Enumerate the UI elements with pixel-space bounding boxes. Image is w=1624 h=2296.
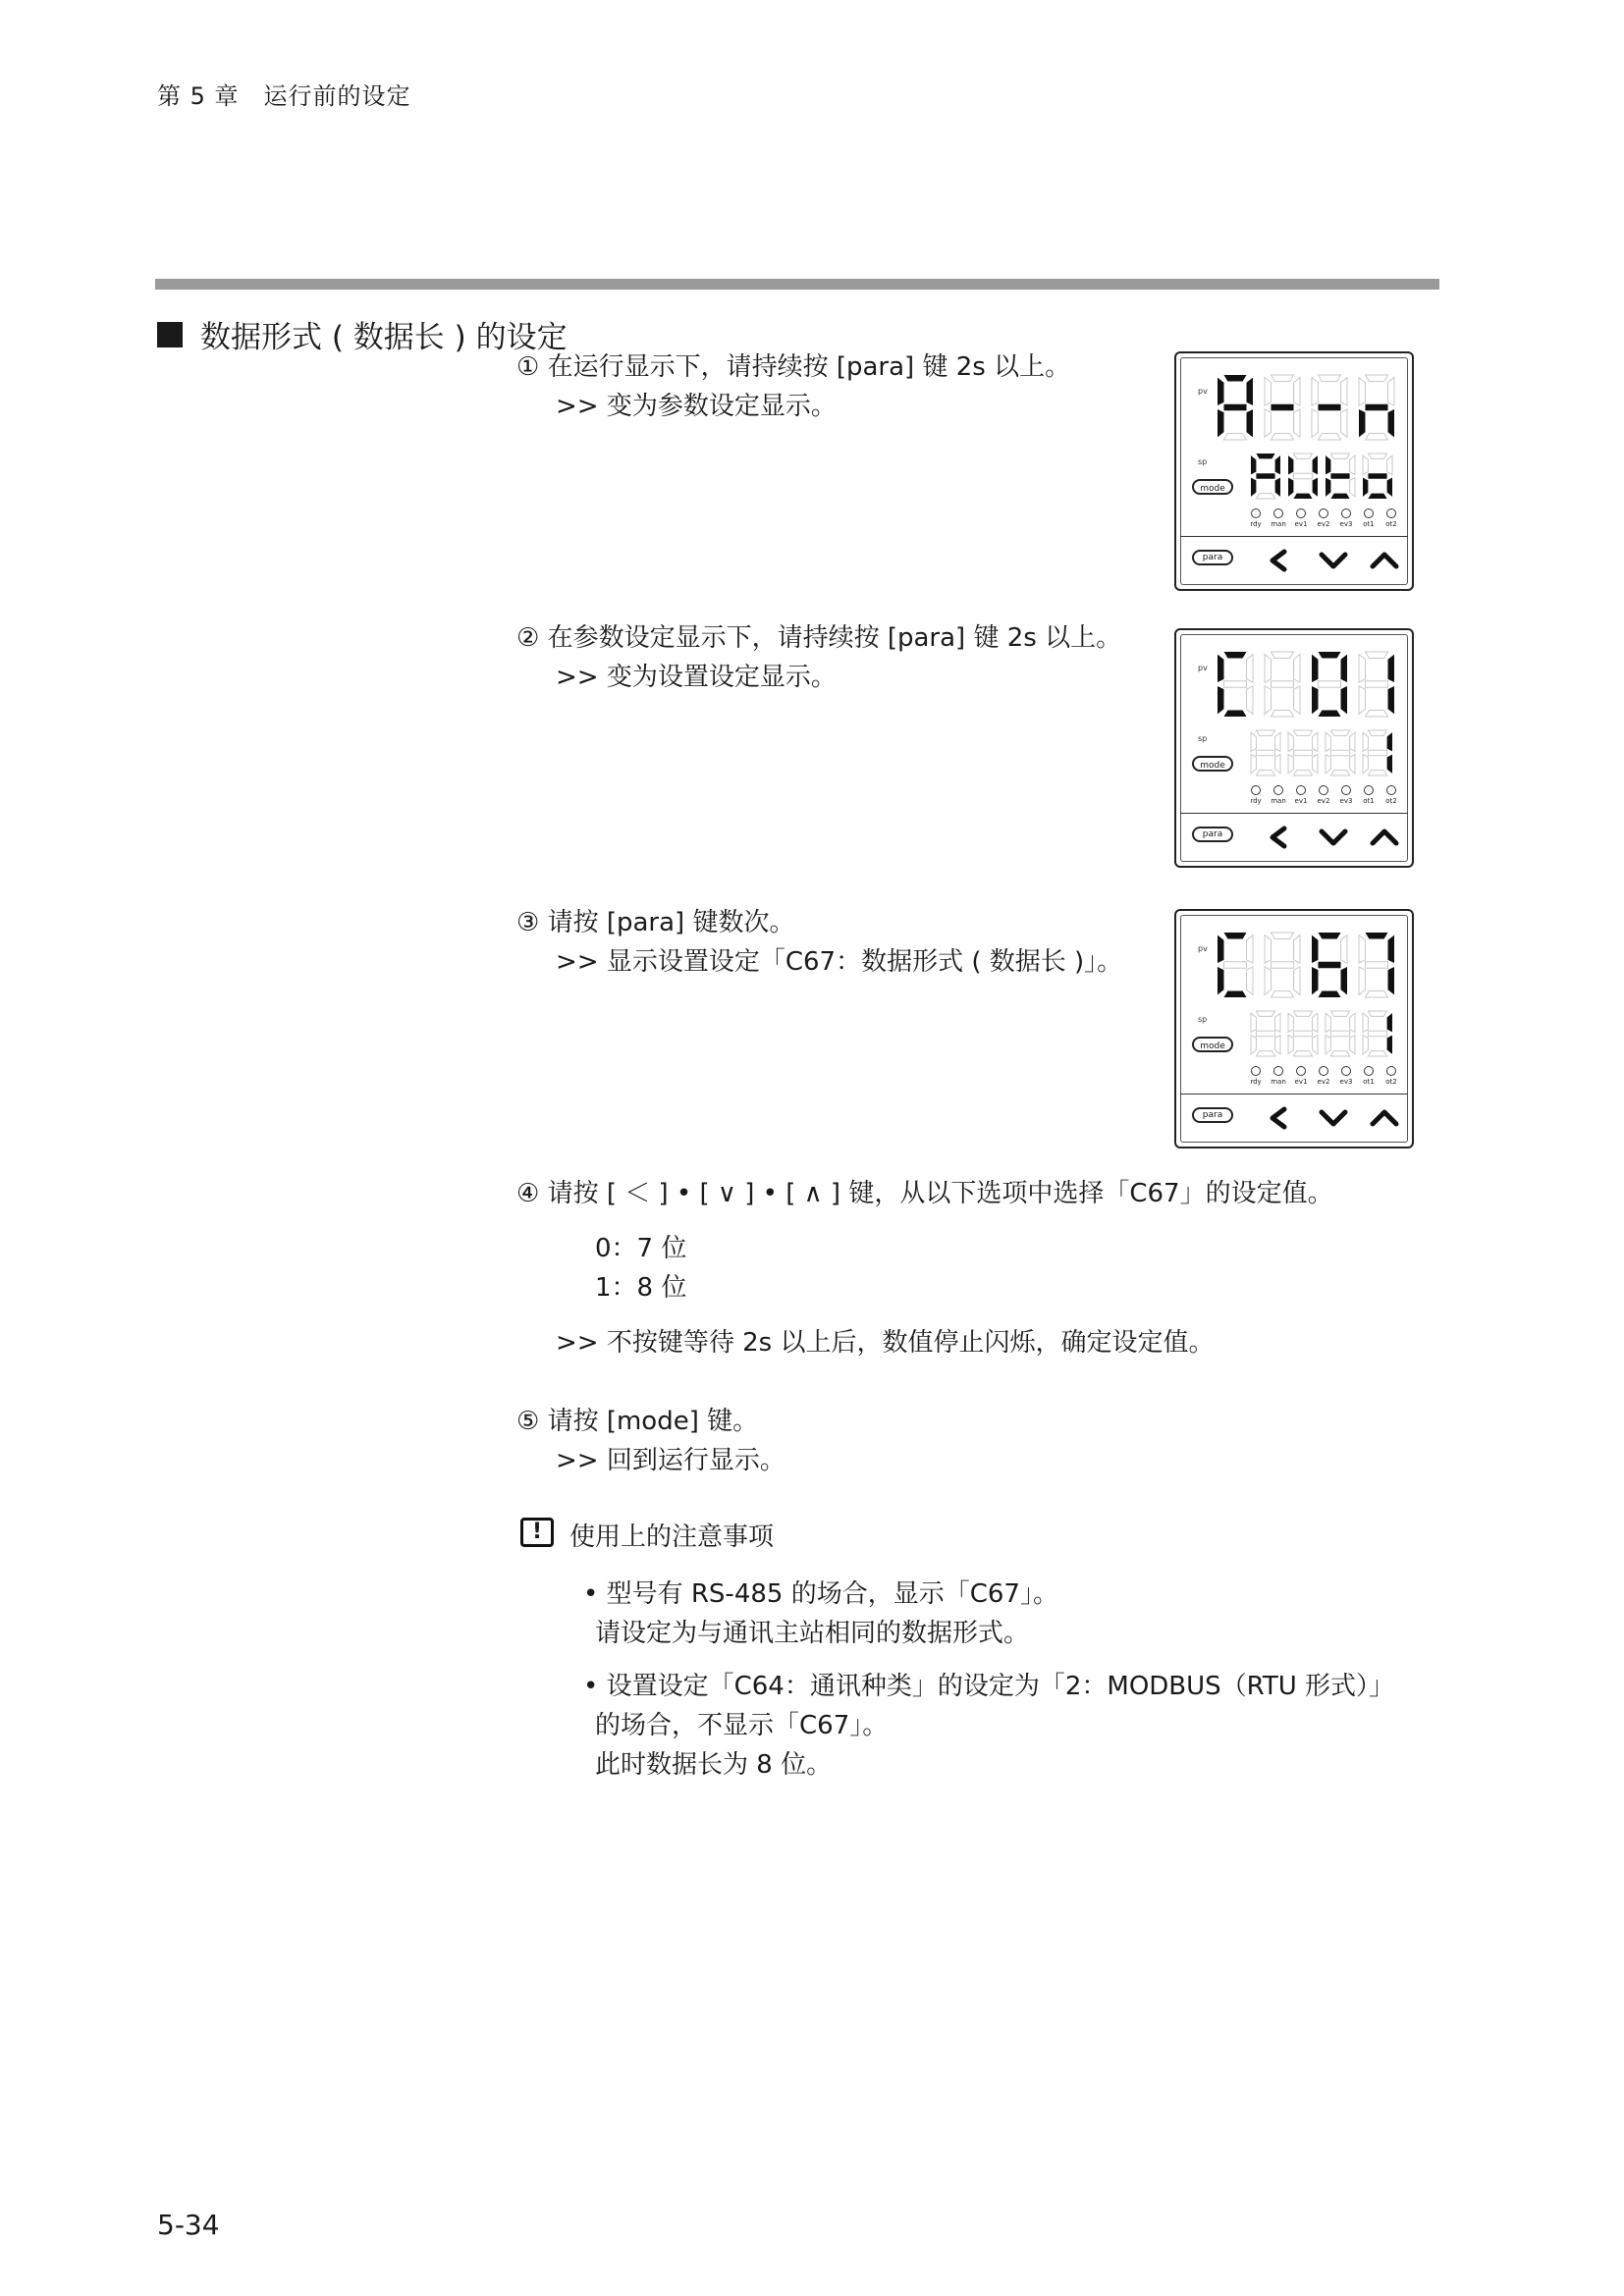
segment xyxy=(1330,730,1349,735)
segment xyxy=(1363,755,1368,774)
segment xyxy=(1256,1051,1274,1056)
segment xyxy=(1223,652,1246,658)
segment xyxy=(1330,1051,1349,1056)
controller-panel-2 xyxy=(1174,628,1414,868)
segment xyxy=(1313,455,1318,474)
segment xyxy=(1368,494,1386,499)
segment xyxy=(1251,478,1256,497)
led-dot-icon xyxy=(1273,785,1283,795)
segment xyxy=(1275,455,1280,474)
mode-button[interactable]: mode xyxy=(1192,1037,1233,1052)
segment xyxy=(1218,378,1223,405)
segment xyxy=(1218,409,1223,437)
segment xyxy=(1312,655,1318,682)
notice-title: 使用上的注意事项 xyxy=(569,1522,775,1552)
segment xyxy=(1368,454,1386,458)
status-led xyxy=(1380,1066,1402,1088)
step-3-result: >> 显示设置设定「C67：数据形式 ( 数据长 )」。 xyxy=(556,947,1123,977)
segment xyxy=(1350,755,1355,774)
segment xyxy=(1387,755,1392,774)
segment xyxy=(1256,473,1274,478)
segment xyxy=(1350,1036,1355,1054)
step-5-text: ⑤ 请按 [mode] 键。 xyxy=(516,1407,759,1436)
segment xyxy=(1265,686,1271,714)
status-led xyxy=(1245,785,1267,807)
segment xyxy=(1271,681,1293,687)
segment xyxy=(1247,655,1253,682)
segment xyxy=(1363,455,1368,474)
segment xyxy=(1223,962,1246,968)
segment xyxy=(1359,655,1365,682)
segment xyxy=(1330,1031,1349,1036)
step-5-result: >> 回到运行显示。 xyxy=(556,1446,785,1475)
segment xyxy=(1294,686,1300,714)
segment xyxy=(1247,686,1253,714)
segment xyxy=(1387,732,1392,751)
led-label: man xyxy=(1271,1078,1286,1086)
segment xyxy=(1271,991,1293,997)
status-led xyxy=(1313,508,1334,530)
segment xyxy=(1330,473,1349,478)
segment xyxy=(1365,681,1387,687)
segment xyxy=(1368,1011,1386,1016)
segment xyxy=(1318,681,1340,687)
segment xyxy=(1341,686,1347,714)
segment xyxy=(1368,473,1386,478)
segment xyxy=(1387,478,1392,497)
segment xyxy=(1312,409,1318,437)
segment xyxy=(1288,455,1293,474)
segment xyxy=(1288,478,1293,497)
led-label: ot2 xyxy=(1385,520,1397,528)
panel-divider xyxy=(1180,813,1408,814)
segment xyxy=(1318,711,1340,717)
segment xyxy=(1363,732,1368,751)
segment xyxy=(1318,991,1340,997)
status-led xyxy=(1358,785,1380,807)
up-key-icon[interactable] xyxy=(1373,1112,1396,1124)
segment xyxy=(1326,1036,1330,1054)
step-4-text: ④ 请按 [ ＜ ] • [ ∨ ] • [ ∧ ] 键，从以下选项中选择「C67」的设定值。 xyxy=(516,1179,1333,1208)
segment xyxy=(1293,494,1312,499)
led-label: ot1 xyxy=(1363,797,1375,805)
segment xyxy=(1293,473,1312,478)
segment xyxy=(1388,409,1394,437)
segment xyxy=(1368,730,1386,735)
segment xyxy=(1223,681,1246,687)
segment xyxy=(1326,755,1330,774)
panel-divider xyxy=(1180,1094,1408,1095)
segment xyxy=(1330,494,1349,499)
arrow-keys xyxy=(1257,821,1404,854)
segment xyxy=(1218,967,1223,994)
segment xyxy=(1256,750,1274,755)
led-label: ot2 xyxy=(1385,1078,1397,1086)
segment xyxy=(1313,478,1318,497)
step-2-text: ② 在参数设定显示下，请持续按 [para] 键 2s 以上。 xyxy=(516,623,1122,653)
status-led xyxy=(1268,785,1289,807)
pv-display xyxy=(1216,931,1402,1001)
led-label: ev2 xyxy=(1317,797,1330,805)
segment xyxy=(1363,1036,1368,1054)
arrow-keys xyxy=(1257,544,1404,577)
segment xyxy=(1293,1031,1312,1036)
segment xyxy=(1359,409,1365,437)
status-led xyxy=(1358,508,1380,530)
segment xyxy=(1365,434,1387,440)
segment xyxy=(1312,378,1318,405)
para-button[interactable]: para xyxy=(1192,1107,1233,1123)
led-dot-icon xyxy=(1386,1066,1396,1076)
segment xyxy=(1218,686,1223,714)
segment xyxy=(1326,478,1330,497)
status-leds xyxy=(1245,508,1402,530)
panel-divider xyxy=(1180,536,1408,537)
step-3-text: ③ 请按 [para] 键数次。 xyxy=(516,908,795,937)
segment xyxy=(1388,378,1394,405)
led-label: man xyxy=(1271,797,1286,805)
segment xyxy=(1359,686,1365,714)
segment xyxy=(1293,750,1312,755)
notice-bullet-1-line-2: 请设定为与通讯主站相同的数据形式。 xyxy=(595,1619,1030,1648)
segment xyxy=(1275,1036,1280,1054)
segment xyxy=(1388,935,1394,963)
segment xyxy=(1256,1031,1274,1036)
segment xyxy=(1247,409,1253,437)
segment xyxy=(1271,711,1293,717)
segment xyxy=(1251,732,1256,751)
controller-panel-3 xyxy=(1174,909,1414,1148)
segment xyxy=(1368,1031,1386,1036)
led-dot-icon xyxy=(1319,785,1328,795)
led-label: rdy xyxy=(1250,520,1262,528)
led-dot-icon xyxy=(1341,785,1351,795)
segment xyxy=(1326,455,1330,474)
segment xyxy=(1365,404,1387,410)
page-number: 5-34 xyxy=(157,2209,220,2241)
segment xyxy=(1368,1051,1386,1056)
segment xyxy=(1251,1036,1256,1054)
segment xyxy=(1275,1013,1280,1032)
led-label: ev2 xyxy=(1317,520,1330,528)
segment xyxy=(1387,1013,1392,1032)
segment xyxy=(1363,1013,1368,1032)
segment xyxy=(1271,375,1293,381)
segment xyxy=(1313,1036,1318,1054)
segment xyxy=(1288,755,1293,774)
status-led xyxy=(1245,1066,1267,1088)
segment xyxy=(1365,962,1387,968)
segment xyxy=(1271,434,1293,440)
led-label: rdy xyxy=(1250,1078,1262,1086)
segment xyxy=(1387,455,1392,474)
segment xyxy=(1312,686,1318,714)
left-key-icon[interactable] xyxy=(1272,552,1284,569)
led-dot-icon xyxy=(1341,1066,1351,1076)
segment xyxy=(1251,755,1256,774)
led-label: ev3 xyxy=(1339,1078,1353,1086)
led-label: ev3 xyxy=(1339,797,1353,805)
segment xyxy=(1368,771,1386,775)
led-dot-icon xyxy=(1364,1066,1374,1076)
status-led xyxy=(1268,1066,1289,1088)
led-dot-icon xyxy=(1296,1066,1306,1076)
segment xyxy=(1313,1013,1318,1032)
segment xyxy=(1312,935,1318,963)
status-led xyxy=(1313,785,1334,807)
led-dot-icon xyxy=(1364,785,1374,795)
segment xyxy=(1313,732,1318,751)
pv-display xyxy=(1216,373,1402,444)
segment xyxy=(1330,454,1349,458)
led-dot-icon xyxy=(1251,508,1261,518)
segment xyxy=(1223,434,1246,440)
segment xyxy=(1293,1011,1312,1016)
mode-button[interactable]: mode xyxy=(1192,479,1233,495)
segment xyxy=(1293,730,1312,735)
segment xyxy=(1275,478,1280,497)
segment xyxy=(1359,935,1365,963)
segment xyxy=(1293,771,1312,775)
section-title-text: 数据形式 ( 数据长 ) 的设定 xyxy=(200,320,568,355)
segment xyxy=(1350,732,1355,751)
segment xyxy=(1350,478,1355,497)
exclamation-icon: ! xyxy=(520,1518,554,1547)
notice-bullet-2-line-1: • 设置设定「C64：通讯种类」的设定为「2：MODBUS（RTU 形式）」 xyxy=(583,1672,1395,1701)
segment xyxy=(1294,378,1300,405)
led-label: ev1 xyxy=(1294,520,1308,528)
square-bullet-icon xyxy=(157,322,183,347)
segment xyxy=(1223,404,1246,410)
segment xyxy=(1341,967,1347,994)
led-dot-icon xyxy=(1319,1066,1328,1076)
controller-panel-1 xyxy=(1174,351,1414,591)
segment xyxy=(1256,730,1274,735)
up-key-icon[interactable] xyxy=(1373,555,1396,566)
led-dot-icon xyxy=(1386,785,1396,795)
segment xyxy=(1247,935,1253,963)
pv-label: pv xyxy=(1198,944,1208,953)
segment xyxy=(1318,962,1340,968)
segment xyxy=(1251,455,1256,474)
segment xyxy=(1271,652,1293,658)
status-led xyxy=(1358,1066,1380,1088)
section-divider xyxy=(155,279,1439,290)
segment xyxy=(1223,991,1246,997)
segment xyxy=(1318,404,1340,410)
segment xyxy=(1341,378,1347,405)
segment xyxy=(1247,967,1253,994)
segment xyxy=(1271,404,1293,410)
up-key-icon[interactable] xyxy=(1373,831,1396,843)
led-label: ot1 xyxy=(1363,1078,1375,1086)
led-label: ev3 xyxy=(1339,520,1353,528)
down-key-icon[interactable] xyxy=(1322,1112,1345,1124)
segment xyxy=(1341,935,1347,963)
segment xyxy=(1350,1013,1355,1032)
led-dot-icon xyxy=(1319,508,1328,518)
segment xyxy=(1318,434,1340,440)
led-label: ot2 xyxy=(1385,797,1397,805)
down-key-icon[interactable] xyxy=(1322,555,1345,566)
segment xyxy=(1265,409,1271,437)
led-label: ev1 xyxy=(1294,797,1308,805)
segment xyxy=(1363,478,1368,497)
status-led xyxy=(1245,508,1267,530)
status-led xyxy=(1290,1066,1312,1088)
segment xyxy=(1388,967,1394,994)
segment xyxy=(1223,711,1246,717)
segment xyxy=(1288,1036,1293,1054)
step-1-text: ① 在运行显示下，请持续按 [para] 键 2s 以上。 xyxy=(516,352,1071,382)
segment xyxy=(1223,933,1246,938)
step-4-result: >> 不按键等待 2s 以上后，数值停止闪烁，确定设定值。 xyxy=(556,1328,1215,1358)
status-led xyxy=(1380,508,1402,530)
sp-display xyxy=(1249,452,1402,503)
led-dot-icon xyxy=(1296,508,1306,518)
segment xyxy=(1313,755,1318,774)
segment xyxy=(1318,652,1340,658)
segment xyxy=(1218,655,1223,682)
status-led xyxy=(1268,508,1289,530)
pv-label: pv xyxy=(1198,387,1208,396)
left-key-icon[interactable] xyxy=(1272,1109,1284,1127)
notice-bullet-1-line-1: • 型号有 RS-485 的场合，显示「C67」。 xyxy=(583,1579,1058,1609)
led-label: rdy xyxy=(1250,797,1262,805)
step-2-result: >> 变为设置设定显示。 xyxy=(556,663,837,692)
led-label: ev2 xyxy=(1317,1078,1330,1086)
segment xyxy=(1388,686,1394,714)
sp-label: sp xyxy=(1198,734,1208,743)
segment xyxy=(1294,655,1300,682)
para-button[interactable]: para xyxy=(1192,550,1233,565)
segment xyxy=(1218,935,1223,963)
segment xyxy=(1341,409,1347,437)
segment xyxy=(1365,652,1387,658)
sp-display xyxy=(1249,1009,1402,1060)
segment xyxy=(1256,454,1274,458)
led-dot-icon xyxy=(1251,1066,1261,1076)
segment xyxy=(1359,967,1365,994)
segment xyxy=(1312,967,1318,994)
arrow-keys xyxy=(1257,1101,1404,1135)
led-dot-icon xyxy=(1364,508,1374,518)
led-dot-icon xyxy=(1341,508,1351,518)
status-led xyxy=(1290,785,1312,807)
segment xyxy=(1368,750,1386,755)
segment xyxy=(1265,378,1271,405)
para-button[interactable]: para xyxy=(1192,827,1233,842)
status-led xyxy=(1313,1066,1334,1088)
segment xyxy=(1341,655,1347,682)
led-label: ev1 xyxy=(1294,1078,1308,1086)
left-key-icon[interactable] xyxy=(1272,828,1284,846)
segment xyxy=(1330,771,1349,775)
led-dot-icon xyxy=(1251,785,1261,795)
chapter-header: 第 5 章 运行前的设定 xyxy=(157,82,411,110)
led-dot-icon xyxy=(1386,508,1396,518)
step-1-result: >> 变为参数设定显示。 xyxy=(556,392,837,421)
led-dot-icon xyxy=(1273,1066,1283,1076)
segment xyxy=(1365,375,1387,381)
segment xyxy=(1288,732,1293,751)
option-1: 1：8 位 xyxy=(595,1273,687,1303)
segment xyxy=(1265,967,1271,994)
section-title xyxy=(157,312,568,356)
segment xyxy=(1265,935,1271,963)
pv-label: pv xyxy=(1198,664,1208,672)
sp-label: sp xyxy=(1198,457,1208,466)
segment xyxy=(1294,967,1300,994)
segment xyxy=(1294,409,1300,437)
segment xyxy=(1365,711,1387,717)
status-leds xyxy=(1245,1066,1402,1088)
notice-bullet-2-line-3: 此时数据长为 8 位。 xyxy=(595,1750,833,1780)
segment xyxy=(1318,375,1340,381)
segment xyxy=(1330,750,1349,755)
segment xyxy=(1318,933,1340,938)
segment xyxy=(1275,732,1280,751)
pv-display xyxy=(1216,650,1402,721)
segment xyxy=(1359,378,1365,405)
segment xyxy=(1288,1013,1293,1032)
notice-bullet-2-line-2: 的场合，不显示「C67」。 xyxy=(595,1711,889,1740)
down-key-icon[interactable] xyxy=(1322,831,1345,843)
sp-display xyxy=(1249,728,1402,779)
mode-button[interactable]: mode xyxy=(1192,756,1233,772)
segment xyxy=(1223,375,1246,381)
option-0: 0：7 位 xyxy=(595,1234,687,1263)
segment xyxy=(1265,655,1271,682)
status-led xyxy=(1290,508,1312,530)
segment xyxy=(1365,991,1387,997)
segment xyxy=(1256,771,1274,775)
segment xyxy=(1275,755,1280,774)
led-label: ot1 xyxy=(1363,520,1375,528)
segment xyxy=(1387,1036,1392,1054)
segment xyxy=(1256,494,1274,499)
status-led xyxy=(1380,785,1402,807)
sp-label: sp xyxy=(1198,1015,1208,1024)
segment xyxy=(1271,933,1293,938)
status-leds xyxy=(1245,785,1402,807)
segment xyxy=(1330,1011,1349,1016)
segment xyxy=(1293,454,1312,458)
status-led xyxy=(1335,508,1357,530)
segment xyxy=(1388,655,1394,682)
segment xyxy=(1247,378,1253,405)
segment xyxy=(1326,1013,1330,1032)
led-dot-icon xyxy=(1273,508,1283,518)
segment xyxy=(1350,455,1355,474)
segment xyxy=(1271,962,1293,968)
led-label: man xyxy=(1271,520,1286,528)
segment xyxy=(1294,935,1300,963)
status-led xyxy=(1335,1066,1357,1088)
segment xyxy=(1365,933,1387,938)
led-dot-icon xyxy=(1296,785,1306,795)
segment xyxy=(1293,1051,1312,1056)
segment xyxy=(1251,1013,1256,1032)
segment xyxy=(1256,1011,1274,1016)
segment xyxy=(1326,732,1330,751)
status-led xyxy=(1335,785,1357,807)
